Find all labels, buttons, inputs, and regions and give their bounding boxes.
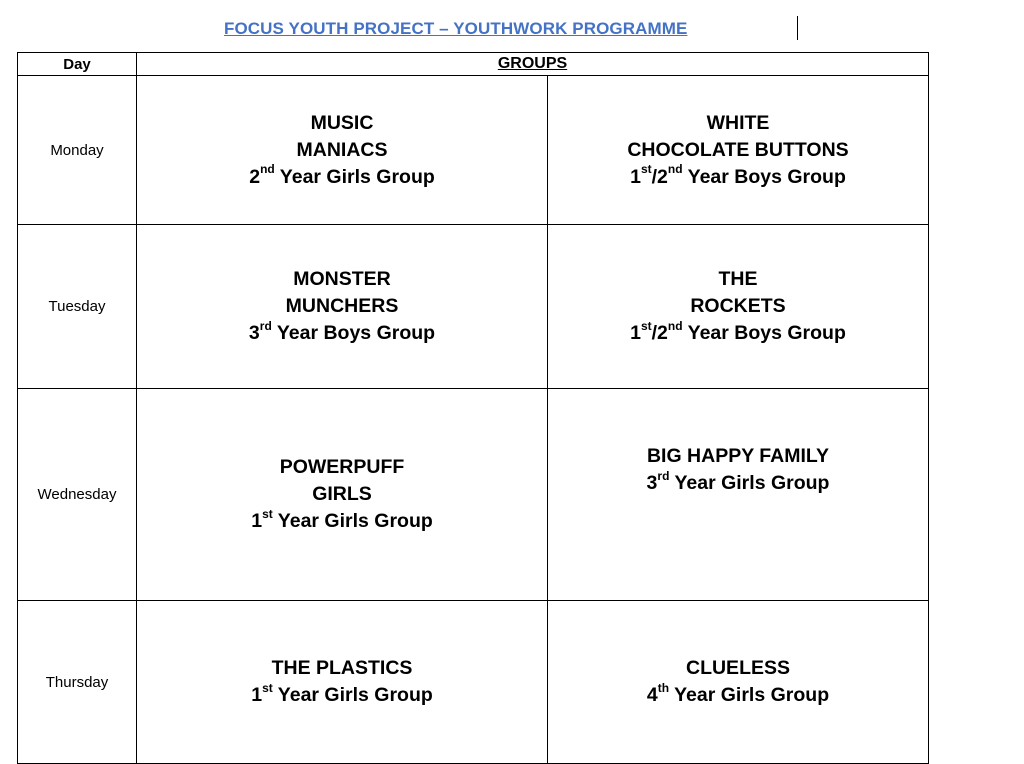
group-year-line: 3rd Year Girls Group [646,468,830,494]
group-name-line: MANIACS [296,138,388,161]
table-row [18,389,929,601]
group-name-line: ROCKETS [690,295,786,317]
group-cell [548,225,929,389]
group-cell [548,601,929,764]
group-year-line: 2nd Year Girls Group [249,162,435,188]
group-name-line: MONSTER [293,268,391,290]
day-header: Day [18,53,137,76]
group-cell [137,389,548,601]
group-name-line: CHOCOLATE BUTTONS [627,138,849,161]
day-cell: Monday [18,76,137,225]
table-row [18,601,929,764]
day-cell: Thursday [18,601,137,764]
group-year-line: 3rd Year Boys Group [248,318,436,344]
group-name-line: BIG HAPPY FAMILY [646,445,830,467]
group-cell [137,601,548,764]
group-cell [548,76,929,225]
day-cell: Wednesday [18,389,137,601]
group-name-line: WHITE [706,111,770,134]
groups-header [137,53,929,76]
group-name-line: MUNCHERS [285,295,399,317]
group-year-line: 1st Year Girls Group [251,680,433,706]
group-year-line: 1st Year Girls Group [251,506,433,532]
group-name-line: POWERPUFF [279,456,405,478]
title-bar [0,15,1024,41]
group-year-line: 1st/2nd Year Boys Group [630,162,846,188]
group-name-line: MUSIC [310,111,374,134]
day-cell: Tuesday [18,225,137,389]
group-year-line: 1st/2nd Year Boys Group [630,318,846,344]
group-cell [137,225,548,389]
group-cell [137,76,548,225]
text-cursor [797,16,798,40]
document-title: FOCUS YOUTH PROJECT – YOUTHWORK PROGRAMME [224,19,688,38]
group-year-line: 4th Year Girls Group [646,680,830,706]
header-row [18,53,929,76]
group-name-line: CLUELESS [685,657,790,679]
groups-header-label: GROUPS [497,55,568,72]
group-name-line: THE [718,268,758,290]
programme-table [17,52,929,764]
group-name-line: GIRLS [312,483,372,505]
group-name-line: THE PLASTICS [271,657,413,679]
group-cell [548,389,929,601]
table-row [18,225,929,389]
table-row [18,76,929,225]
